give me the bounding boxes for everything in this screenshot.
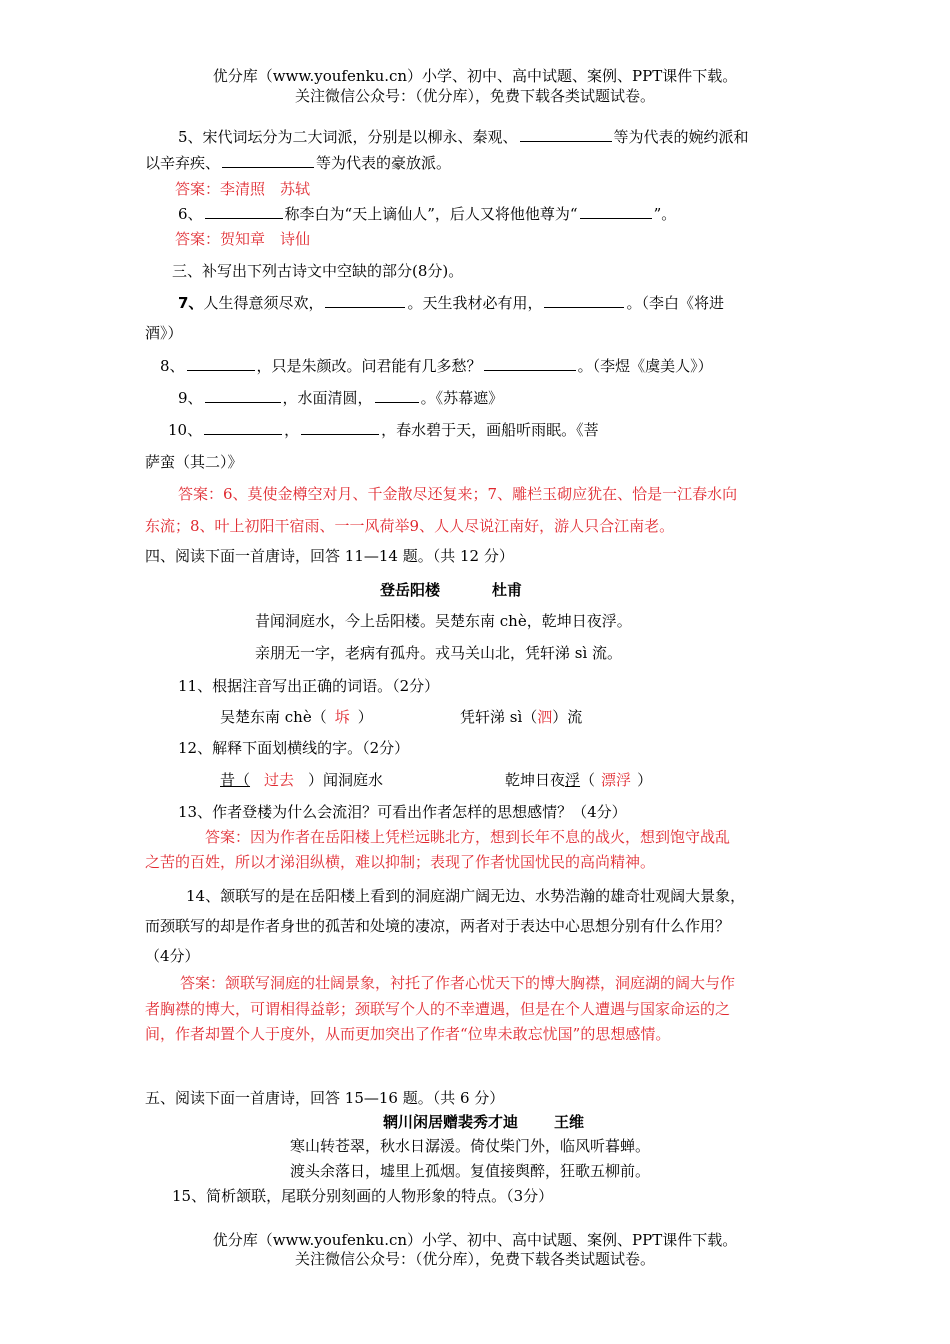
section-5-title: 五、阅读下面一首唐诗，回答 15—16 题。（共 6 分） (145, 1089, 505, 1107)
q10-text-3: ，春水碧于天，画船听雨眠。《菩 (381, 421, 599, 439)
q6-text-1: 6、 (178, 205, 203, 223)
q11-b-answer: 泗 (537, 708, 553, 726)
q13-answer-line-1: 答案：因为作者在岳阳楼上凭栏远眺北方，想到长年不息的战火，想到饱守战乱 (205, 828, 731, 846)
q7-text-3: 。（李白《将进 (626, 294, 724, 312)
q8-text-1: 8、 (160, 357, 185, 375)
q7-blank-1[interactable] (325, 293, 405, 308)
q10-text-4: 萨蛮（其二）》 (145, 453, 243, 471)
question-9 (178, 388, 503, 408)
q14-answer-line-1: 答案：颔联写洞庭的壮阔景象，衬托了作者心忧天下的博大胸襟，洞庭湖的阔大与作 (180, 974, 736, 992)
q11-answer-b (460, 707, 582, 727)
q5-blank-2[interactable] (222, 153, 314, 168)
q12-answer-b (505, 770, 652, 790)
q6-text-3: ”。 (653, 205, 677, 223)
section-3-answer-line-1: 答案：6、莫使金樽空对月、千金散尽还复来；7、雕栏玉砌应犹在、恰是一江春水向 (178, 485, 738, 503)
section-4-title: 四、阅读下面一首唐诗，回答 11—14 题。（共 12 分） (145, 547, 514, 565)
q12-b-underlined: 浮 (565, 771, 581, 789)
q7-text-1: 人生得意须尽欢， (203, 294, 324, 312)
section-3-answer-line-2: 东流；8、叶上初阳干宿雨、一一风荷举9、人人尽说江南好，游人只合江南老。 (145, 517, 675, 535)
q8-text-2: ，只是朱颜改。问君能有几多愁？ (256, 357, 482, 375)
q9-text-2: ，水面清圆， (282, 389, 373, 407)
q11-a-suffix: ） (357, 708, 373, 726)
question-7 (178, 293, 724, 313)
poem-2-author: 王维 (554, 1113, 585, 1131)
q12-b-bracket: （ (580, 771, 596, 789)
q6-text-2: 称李白为“天上谪仙人”，后人又将他他尊为“ (284, 205, 578, 223)
footer-line-1: 优分库（www.youfenku.cn）小学、初中、高中试题、案例、PPT课件下载。 (212, 1231, 738, 1249)
q5-answer: 答案：李清照 苏轼 (175, 180, 311, 198)
q7-text-4: 酒》） (145, 324, 183, 342)
question-8 (160, 356, 713, 376)
q12-a-suffix: ）闻洞庭水 (308, 771, 384, 789)
section-3-title: 三、补写出下列古诗文中空缺的部分(8分)。 (172, 262, 464, 280)
poem-2-line-2: 渡头余落日，墟里上孤烟。复值接舆醉，狂歌五柳前。 (290, 1162, 651, 1180)
header-line-1: 优分库（www.youfenku.cn）小学、初中、高中试题、案例、PPT课件下载。 (212, 67, 738, 85)
q12-b-prefix: 乾坤日夜 (505, 771, 566, 789)
q9-blank-1[interactable] (205, 388, 281, 403)
question-11: 11、根据注音写出正确的词语。（2分） (178, 677, 440, 695)
question-5-line-1 (178, 127, 749, 147)
q11-a-prefix: 吴楚东南 chè（ (220, 708, 327, 726)
q12-a-prefix: 昔（ (220, 771, 251, 789)
question-12: 12、解释下面划横线的字。（2分） (178, 739, 410, 757)
q6-blank-1[interactable] (205, 204, 283, 219)
footer-line-2: 关注微信公众号：（优分库），免费下载各类试题试卷。 (294, 1250, 655, 1268)
question-5-line-2 (145, 153, 451, 173)
question-15: 15、简析颔联，尾联分别刻画的人物形象的特点。（3分） (172, 1187, 554, 1205)
q7-number: 7、 (178, 294, 204, 312)
question-14-line-2: 而颈联写的却是作者身世的孤苦和处境的凄凉，两者对于表达中心思想分别有什么作用？ (145, 917, 731, 935)
q11-b-prefix: 凭轩涕 sì（ (460, 708, 538, 726)
question-10 (168, 420, 599, 440)
q8-text-3: 。（李煜《虞美人》） (577, 357, 713, 375)
q11-answer-a (220, 707, 373, 727)
q5-text-4: 等为代表的豪放派。 (316, 154, 452, 172)
question-13: 13、作者登楼为什么会流泪？可看出作者怎样的思想感情？（4分） (178, 803, 627, 821)
q12-a-answer: 过去 (264, 771, 295, 789)
poem-1-title: 登岳阳楼 (380, 581, 441, 599)
q14-answer-line-3: 间，作者却置个人于度外，从而更加突出了作者“位卑未敢忘忧国”的思想感情。 (145, 1025, 671, 1043)
q5-text-1: 5、宋代词坛分为二大词派，分别是以柳永、秦观、 (178, 128, 518, 146)
q8-blank-1[interactable] (187, 356, 255, 371)
header-line-2: 关注微信公众号：（优分库），免费下载各类试题试卷。 (294, 87, 655, 105)
q9-text-1: 9、 (178, 389, 203, 407)
q11-a-answer: 坼 (334, 708, 350, 726)
q5-text-3: 以辛弃疾、 (145, 154, 221, 172)
poem-1-line-2: 亲朋无一字，老病有孤舟。戎马关山北，凭轩涕 sì 流。 (255, 644, 623, 662)
q10-text-1: 10、 (168, 421, 203, 439)
poem-2-title: 辋川闲居赠裴秀才迪 (383, 1113, 519, 1131)
poem-1-author: 杜甫 (492, 581, 523, 599)
question-14-line-3: （4分） (145, 947, 200, 965)
q14-answer-line-2: 者胸襟的博大，可谓相得益彰；颈联写个人的不幸遭遇，但是在个人遭遇与国家命运的之 (145, 1000, 731, 1018)
q10-text-2: ， (284, 421, 300, 439)
q5-text-2: 等为代表的婉约派和 (613, 128, 749, 146)
q9-blank-2[interactable] (375, 388, 419, 403)
q6-answer: 答案：贺知章 诗仙 (175, 230, 311, 248)
question-14-line-1: 14、颔联写的是在岳阳楼上看到的洞庭湖广阔无边、水势浩瀚的雄奇壮观阔大景象， (186, 887, 746, 905)
question-6 (178, 204, 676, 224)
q10-blank-2[interactable] (301, 420, 379, 435)
q6-blank-2[interactable] (580, 204, 652, 219)
q10-blank-1[interactable] (204, 420, 282, 435)
q12-b-suffix: ） (637, 771, 653, 789)
q5-blank-1[interactable] (520, 127, 612, 142)
q9-text-3: 。《苏幕遮》 (420, 389, 504, 407)
poem-1-line-1: 昔闻洞庭水，今上岳阳楼。吴楚东南 chè，乾坤日夜浮。 (255, 612, 632, 630)
poem-1-heading (380, 580, 522, 600)
q11-b-suffix: ）流 (552, 708, 583, 726)
poem-2-line-1: 寒山转苍翠，秋水日潺湲。倚仗柴门外，临风听暮蝉。 (290, 1137, 651, 1155)
q7-text-2: 。天生我材必有用， (407, 294, 543, 312)
poem-2-heading (383, 1112, 584, 1132)
q12-answer-a (220, 770, 383, 790)
q7-blank-2[interactable] (544, 293, 624, 308)
q8-blank-2[interactable] (484, 356, 576, 371)
q12-b-answer: 漂浮 (601, 771, 632, 789)
q13-answer-line-2: 之苦的百姓，所以才涕泪纵横，难以抑制；表现了作者忧国忧民的高尚精神。 (145, 853, 656, 871)
